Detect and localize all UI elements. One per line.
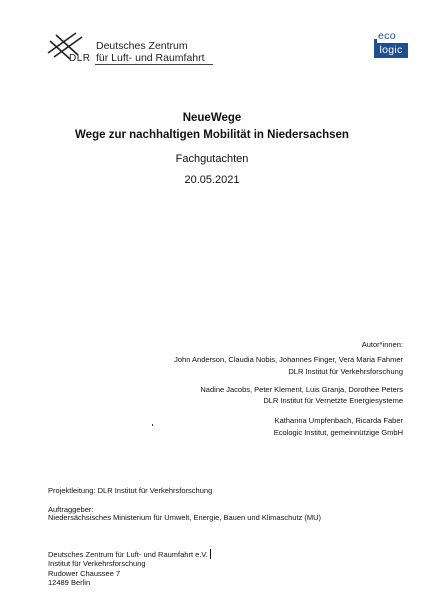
report-series-title: NeueWege bbox=[182, 112, 242, 124]
client-label: Auftraggeber: bbox=[48, 505, 94, 514]
authors-heading: Autor*innen: bbox=[361, 340, 403, 349]
ecologic-logo-top: eco bbox=[378, 30, 396, 42]
address-line-3: Rudower Chaussee 7 bbox=[48, 569, 121, 578]
ecologic-logo-icon bbox=[374, 30, 408, 60]
author-group-2-institute: DLR Institut für Vernetzte Energiesysteme bbox=[263, 396, 403, 405]
stray-mark bbox=[152, 424, 153, 426]
address-line-4: 12489 Berlin bbox=[48, 578, 91, 587]
dlr-logo-rule bbox=[95, 64, 213, 65]
author-group-1-names: John Anderson, Claudia Nobis, Johannes Finger, Vera Maria Fahmer bbox=[174, 355, 403, 364]
project-lead: Projektleitung: DLR Institut für Verkehrsforschung bbox=[48, 486, 213, 495]
ecologic-logo-bottom: logic bbox=[374, 43, 408, 58]
dlr-logo bbox=[46, 29, 216, 65]
author-group-2-names: Nadine Jacobs, Peter Klement, Luis Granja, Dorothee Peters bbox=[200, 385, 403, 394]
address-line-1: Deutsches Zentrum für Luft- und Raumfahrt e.V. bbox=[48, 550, 208, 559]
report-date: 20.05.2021 bbox=[184, 174, 240, 186]
author-group-3-institute: Ecologic Institut, gemeinnützige GmbH bbox=[273, 428, 403, 437]
dlr-abbreviation: DLR bbox=[69, 53, 91, 64]
address-line-2: Institut für Verkehrsforschung bbox=[48, 559, 146, 568]
text-cursor bbox=[210, 549, 211, 559]
author-group-3-names: Katharina Umpfenbach, Ricarda Faber bbox=[274, 416, 403, 425]
dlr-name-line1: Deutsches Zentrum bbox=[96, 40, 188, 52]
client-name: Niedersächsisches Ministerium für Umwelt, Energie, Bauen und Klimaschutz (MU) bbox=[48, 513, 322, 522]
report-title: Wege zur nachhaltigen Mobilität in Niedersachsen bbox=[75, 129, 349, 141]
dlr-name-line2: für Luft- und Raumfahrt bbox=[96, 52, 205, 64]
author-group-1-institute: DLR Institut für Verkehrsforschung bbox=[288, 367, 403, 376]
report-subtitle: Fachgutachten bbox=[175, 153, 249, 165]
